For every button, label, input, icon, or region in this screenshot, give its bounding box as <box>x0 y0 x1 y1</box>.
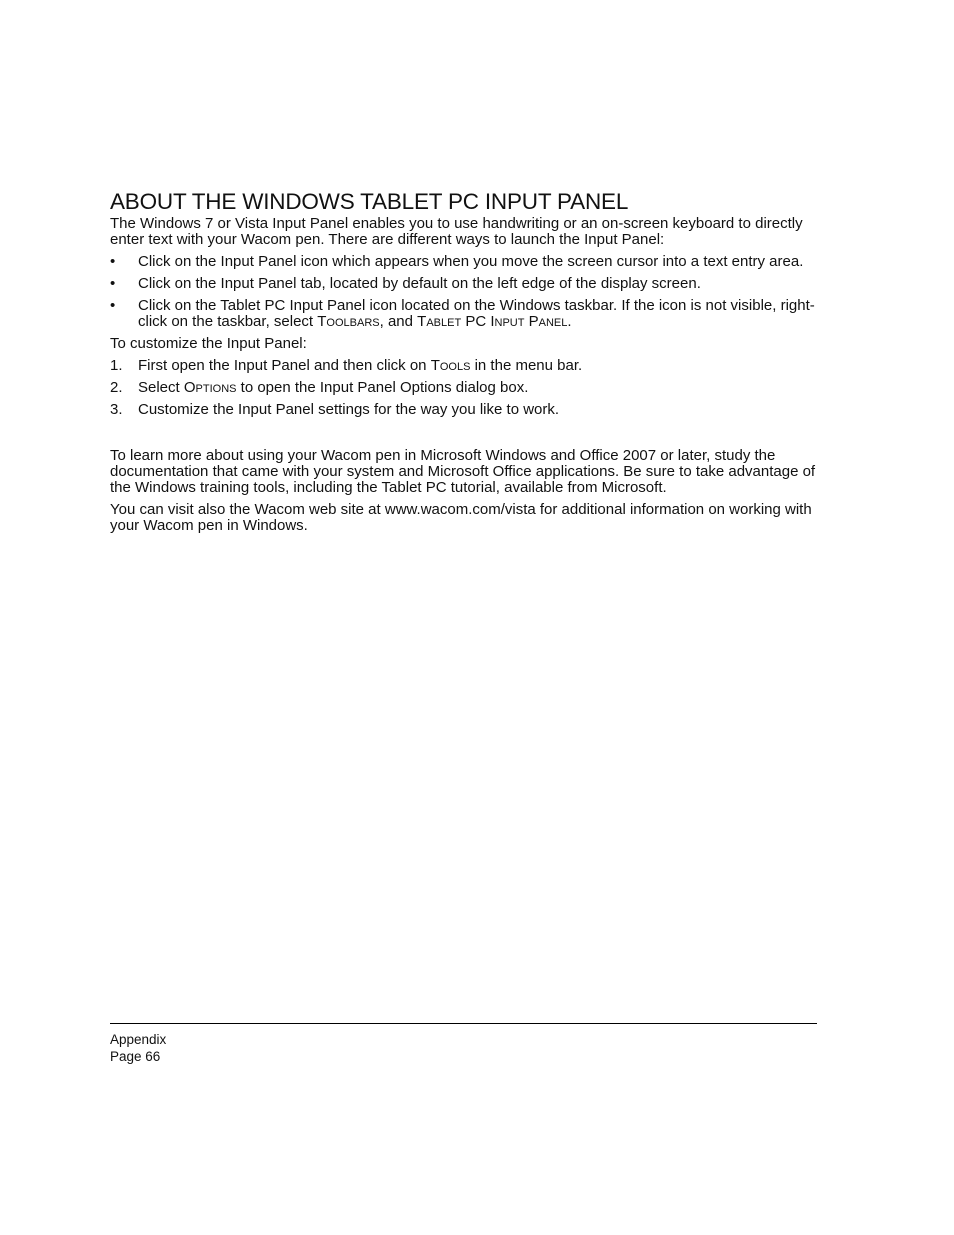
bullet-marker: • <box>110 275 116 292</box>
list-item-text: First open the Input Panel and then click on <box>138 357 431 374</box>
intro-paragraph: The Windows 7 or Vista Input Panel enables you to use handwriting or an on-screen keyboard to directly enter text with your Wacom pen. There are different ways to launch the Input Panel: <box>110 215 803 248</box>
menu-term-options: Options <box>183 379 237 396</box>
section-heading: ABOUT THE WINDOWS TABLET PC INPUT PANEL <box>110 189 629 214</box>
list-item <box>110 254 817 270</box>
list-item-text: Select <box>138 379 184 396</box>
list-item-text: Click on the Input Panel tab, located by default on the left edge of the display screen. <box>138 275 701 292</box>
page-content <box>110 188 817 534</box>
list-item <box>110 402 817 418</box>
customize-intro: To customize the Input Panel: <box>110 335 307 352</box>
list-item-text: . <box>567 313 572 330</box>
menu-term-tablet-pc-input-panel: Tablet PC Input Panel <box>417 313 568 330</box>
launch-methods-list <box>110 254 817 330</box>
list-item-text: to open the Input Panel Options dialog box. <box>236 379 529 396</box>
bullet-marker: • <box>110 253 116 270</box>
page-footer <box>110 1023 817 1065</box>
bullet-marker: • <box>110 297 116 314</box>
menu-term-tools: Tools <box>430 357 471 374</box>
list-item-text: in the menu bar. <box>470 357 583 374</box>
step-number: 2. <box>110 379 123 396</box>
footer-page-number: Page 66 <box>110 1049 161 1064</box>
list-item-text: Customize the Input Panel settings for the way you like to work. <box>138 401 560 418</box>
list-item-text: Click on the Tablet PC Input Panel icon located on the Windows taskbar. If the icon is not visible, right-click on the taskbar, select <box>138 297 815 330</box>
footer-section-label: Appendix <box>110 1032 167 1047</box>
list-item-text: , and <box>379 313 418 330</box>
list-item <box>110 380 817 396</box>
step-number: 3. <box>110 401 123 418</box>
visit-paragraph: You can visit also the Wacom web site at www.wacom.com/vista for additional information on working with your Wacom pen in Windows. <box>110 501 812 534</box>
learn-more-paragraph: To learn more about using your Wacom pen in Microsoft Windows and Office 2007 or later, study the documentation that came with your system and Microsoft Office applications. Be sure to take advantage of the Windows training tools, including the Tablet PC tutorial, available from Microsoft. <box>110 447 816 496</box>
customize-steps-list <box>110 358 817 418</box>
menu-term-toolbars: Toolbars <box>317 313 380 330</box>
list-item <box>110 358 817 374</box>
step-number: 1. <box>110 357 123 374</box>
list-item <box>110 298 817 330</box>
list-item <box>110 276 817 292</box>
list-item-text: Click on the Input Panel icon which appears when you move the screen cursor into a text entry area. <box>138 253 804 270</box>
